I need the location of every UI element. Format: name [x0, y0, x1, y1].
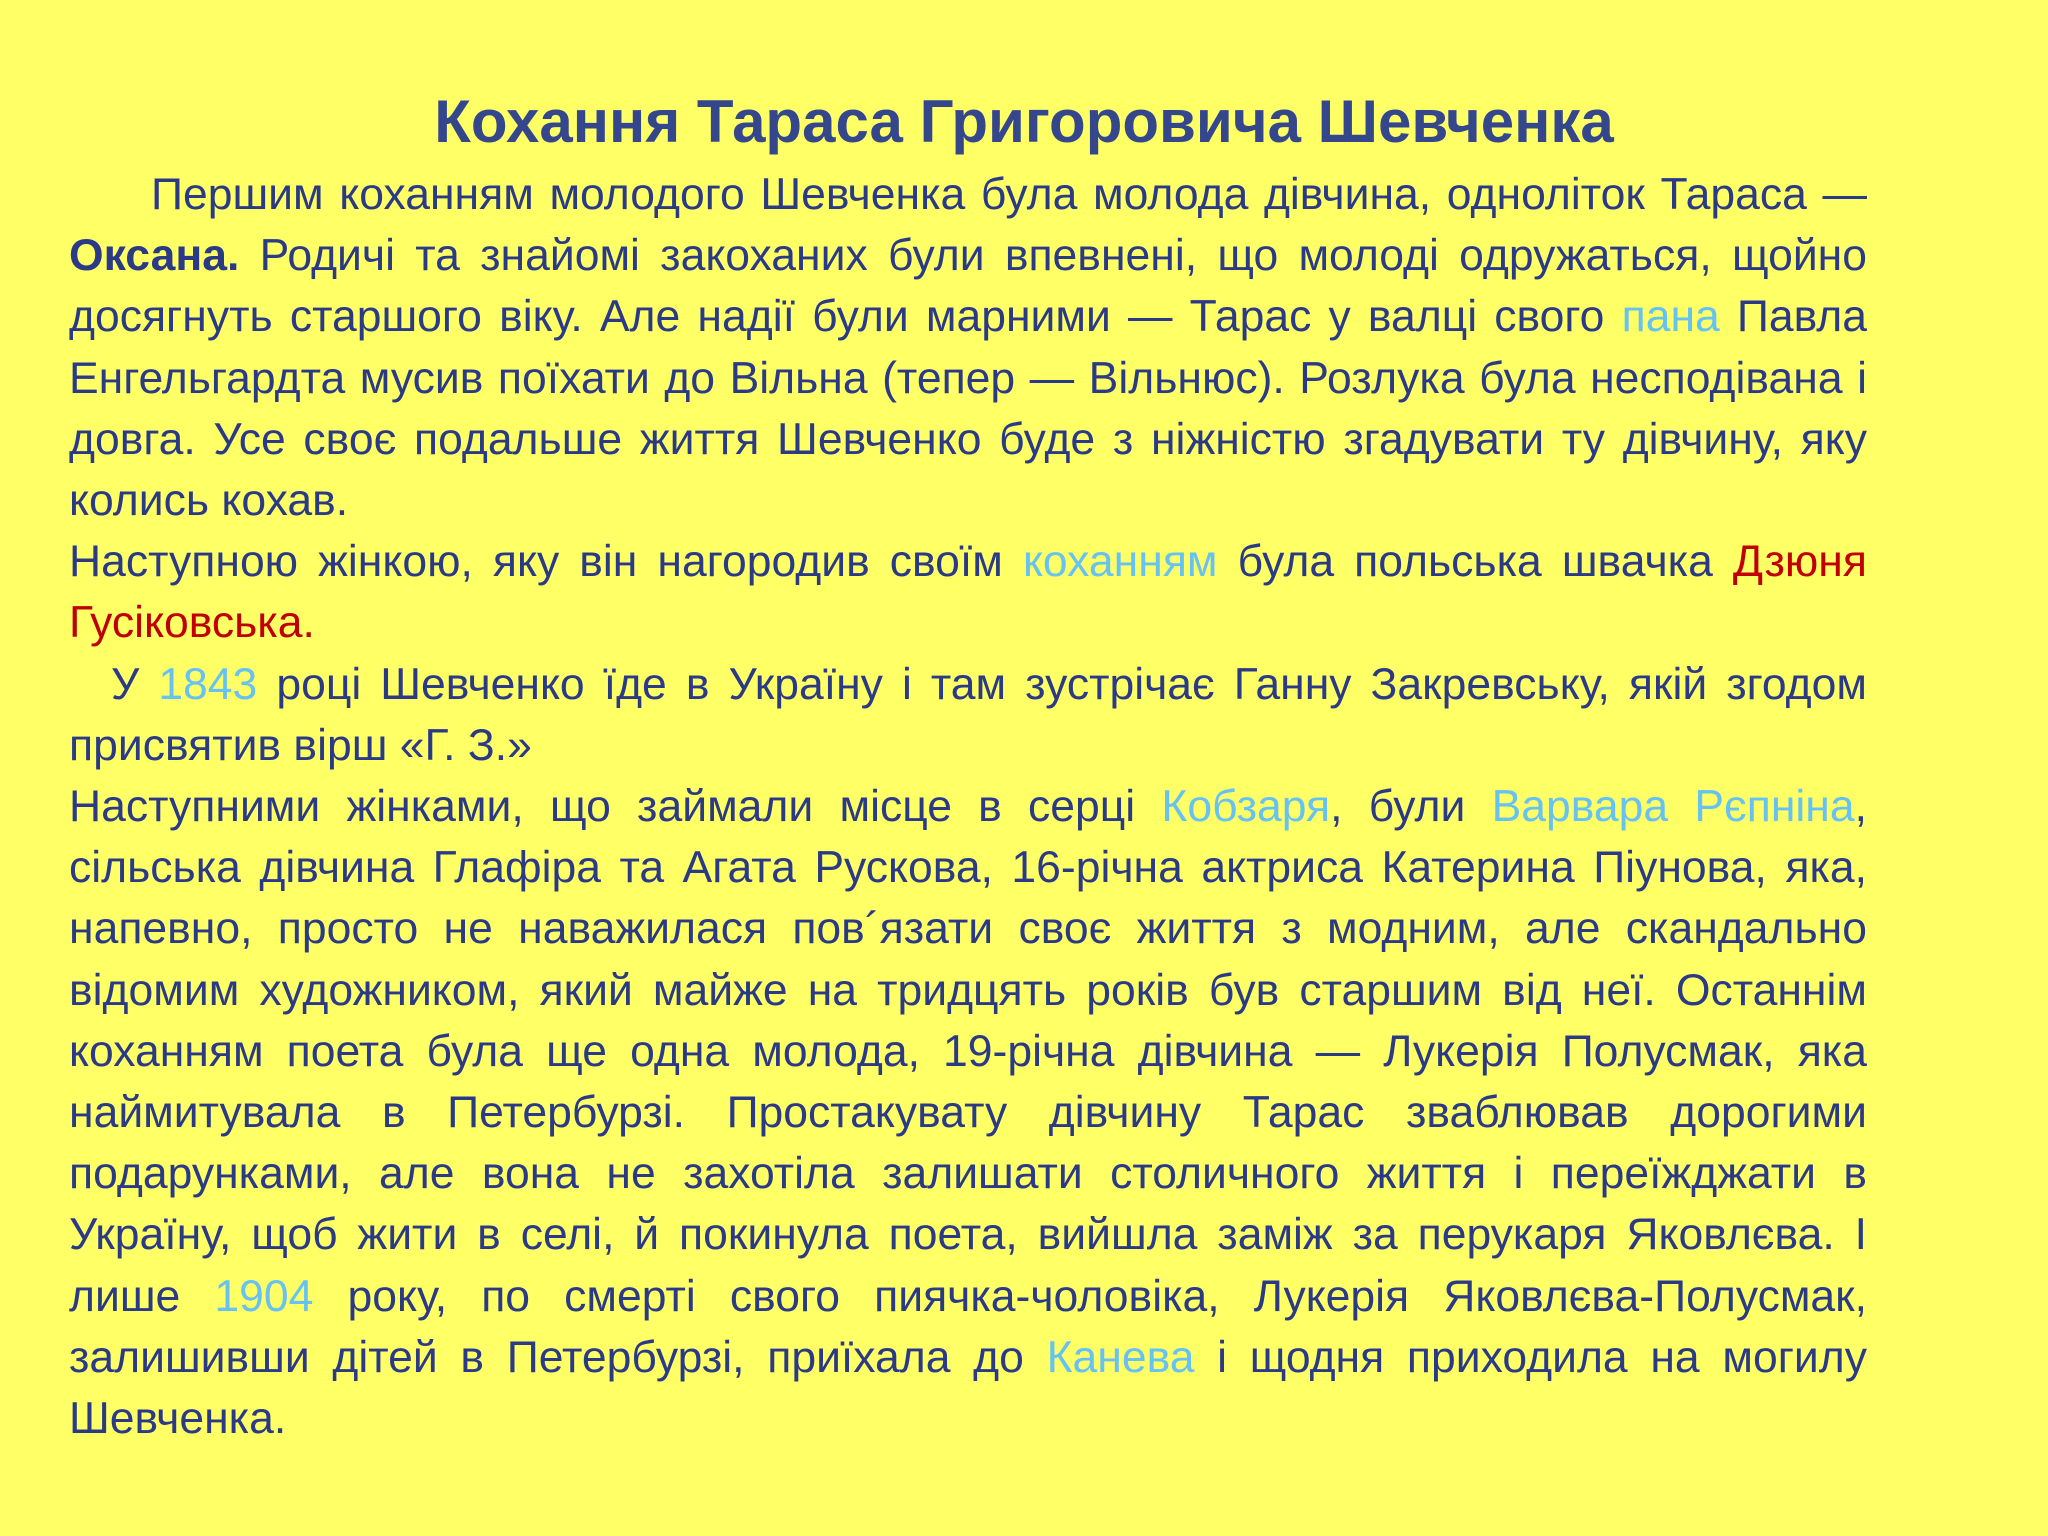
text-segment: році Шевченко їде в Україну і там зустрічає Ганну Закревську, якій згодом присвятив вірш «Г. З.»: [69, 659, 1867, 770]
text-segment: , сільська дівчина Глафіра та Агата Рускова, 16-річна актриса Катерина Піунова, яка, напевно, просто не наважилася пов´язати своє життя з модним, але скандально відомим художником, який майже на тридцять років був старшим від неї. Останнім коханням поета була ще одна молода, 19-річна дівчина — Лукерія Полусмак, яка наймитувала в Петербурзі. Простакувату дівчину Тарас зваблював дорогими подарунками, але вона не захотіла залишати столичного життя і переїжджати в Україну, щоб жити в селі, й покинула поета, вийшла заміж за перукаря Яковлєва. І лише: [69, 782, 1868, 1321]
text-segment: Павла Енгельгардта мусив поїхати до Вільна (тепер — Вільнюс). Розлука була несподівана і довга. Усе своє подальше життя Шевченко буде з ніжністю згадувати ту дівчину, яку колись кохав.: [69, 292, 1867, 526]
link-1904[interactable]: 1904: [214, 1271, 314, 1321]
link-pana[interactable]: пана: [1621, 292, 1720, 342]
text-segment: року, по смерті свого пиячка-чоловіка, Лукерія Яковлєва-Полусмак, залишивши дітей в Петербурзі, приїхала до: [69, 1271, 1867, 1382]
text-segment: , були: [1330, 782, 1492, 832]
name-dziunia: Дзюня Гусіковська.: [69, 537, 1867, 648]
text-segment: була польська швачка: [1217, 537, 1733, 587]
name-oksana: Оксана.: [69, 231, 240, 281]
text-segment: Наступними жінками, що займали місце в серці: [69, 782, 1162, 832]
paragraph-dziunia: [69, 531, 1867, 653]
slide-body: [69, 164, 1867, 1449]
text-segment: У: [111, 659, 159, 709]
page-title: Кохання Тараса Григоровича Шевченка: [434, 88, 1614, 155]
link-kokhanniam[interactable]: коханням: [1022, 537, 1218, 587]
link-1843[interactable]: 1843: [158, 659, 258, 709]
link-kobzar[interactable]: Кобзаря: [1161, 782, 1331, 832]
paragraph-later-loves: [69, 776, 1867, 1449]
text-segment: Наступною жінкою, яку він нагородив своїм: [69, 537, 1023, 587]
text-segment: Родичі та знайомі закоханих були впевнені, що молоді одружаться, щойно досягнуть старшого віку. Але надії були марними — Тарас у валці свого: [69, 231, 1867, 342]
text-segment: Першим коханням молодого Шевченка була молода дівчина, одноліток Тараса —: [151, 170, 1867, 219]
link-varvara-repnina[interactable]: Варвара Рєпніна: [1491, 782, 1855, 832]
link-kaniv[interactable]: Канева: [1046, 1332, 1195, 1382]
paragraph-oksana: [69, 164, 1867, 531]
text-segment: і щодня приходила на могилу Шевченка.: [69, 1332, 1867, 1444]
paragraph-zakrevska: [69, 654, 1867, 776]
